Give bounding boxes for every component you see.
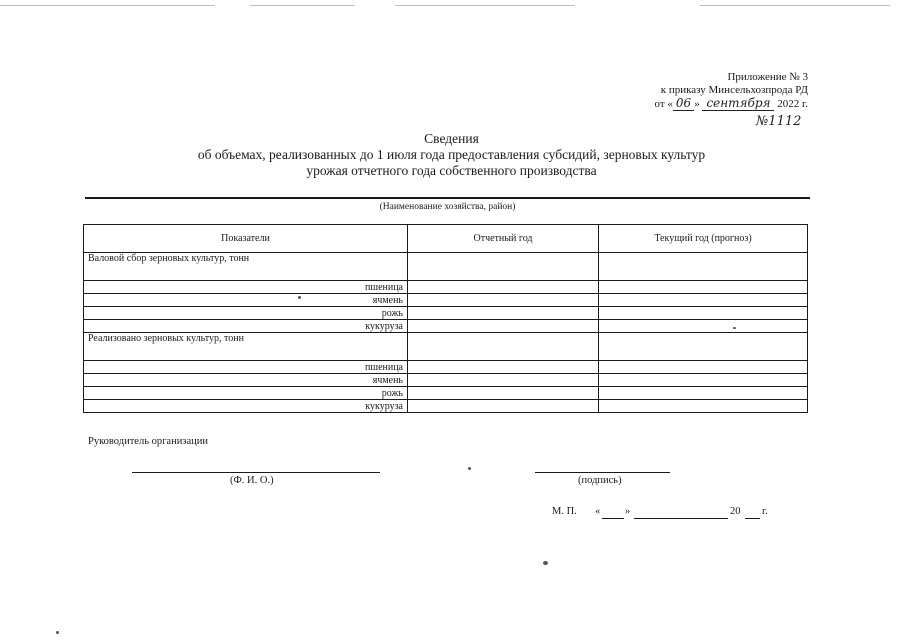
appendix-order-ref: к приказу Минсельхозпрода РД	[660, 84, 808, 96]
value-cell[interactable]	[408, 361, 599, 374]
farm-name-caption: (Наименование хозяйства, район)	[379, 202, 516, 212]
grain-volumes-table	[83, 224, 808, 413]
stamp-label: М. П.	[552, 506, 577, 517]
scan-speck	[468, 467, 471, 470]
appendix-date	[655, 97, 809, 111]
crop-label: пшеница	[84, 361, 408, 374]
scan-speck	[543, 561, 548, 565]
crop-label: рожь	[84, 307, 408, 320]
date-close-quote: »	[625, 506, 631, 517]
value-cell[interactable]	[408, 253, 599, 281]
value-cell[interactable]	[599, 361, 808, 374]
crop-label: кукуруза	[84, 400, 408, 413]
value-cell[interactable]	[599, 333, 808, 361]
scan-edge-line	[700, 5, 890, 6]
document-title: Сведения	[424, 131, 479, 146]
scan-edge-line	[395, 5, 575, 6]
crop-label: рожь	[84, 387, 408, 400]
value-cell[interactable]	[599, 307, 808, 320]
value-cell[interactable]	[408, 307, 599, 320]
header-reporting-year: Отчетный год	[408, 225, 599, 253]
appendix-header	[655, 71, 809, 111]
value-cell[interactable]	[599, 387, 808, 400]
date-day-line[interactable]	[602, 518, 624, 519]
table-row	[84, 333, 808, 361]
crop-label: кукуруза	[84, 320, 408, 333]
value-cell[interactable]	[599, 320, 808, 333]
date-open-quote: «	[595, 506, 601, 517]
section-label-gross-harvest: Валовой сбор зерновых культур, тонн	[84, 253, 408, 281]
date-year-suffix: г.	[762, 506, 768, 517]
table-row	[84, 361, 808, 374]
handwritten-day: 06	[673, 97, 694, 111]
crop-label: ячмень	[84, 374, 408, 387]
crop-label: пшеница	[84, 281, 408, 294]
value-cell[interactable]	[408, 387, 599, 400]
value-cell[interactable]	[599, 400, 808, 413]
date-year-prefix: 20	[730, 506, 741, 517]
value-cell[interactable]	[408, 374, 599, 387]
date-mid: »	[694, 98, 700, 110]
value-cell[interactable]	[599, 374, 808, 387]
table-row	[84, 320, 808, 333]
appendix-title: Приложение № 3	[727, 71, 808, 83]
value-cell[interactable]	[599, 294, 808, 307]
farm-name-line[interactable]	[85, 197, 810, 199]
scan-edge-line	[0, 5, 215, 6]
value-cell[interactable]	[599, 281, 808, 294]
date-year-line[interactable]	[745, 518, 760, 519]
table-header-row	[84, 225, 808, 253]
section-label-sold: Реализовано зерновых культур, тонн	[84, 333, 408, 361]
table-row	[84, 387, 808, 400]
scan-edge-line	[250, 5, 355, 6]
signature-line[interactable]	[535, 472, 670, 473]
head-of-organization-label: Руководитель организации	[88, 436, 208, 447]
table-row	[84, 374, 808, 387]
header-current-year: Текущий год (прогноз)	[599, 225, 808, 253]
table-row	[84, 281, 808, 294]
header-indicators: Показатели	[84, 225, 408, 253]
value-cell[interactable]	[408, 320, 599, 333]
value-cell[interactable]	[408, 400, 599, 413]
fio-line[interactable]	[132, 472, 380, 473]
date-prefix: от «	[654, 98, 673, 110]
crop-label: ячмень	[84, 294, 408, 307]
document-subtitle-line2: урожая отчетного года собственного производства	[306, 163, 597, 178]
date-month-line[interactable]	[634, 518, 728, 519]
signature-caption: (подпись)	[578, 475, 622, 486]
value-cell[interactable]	[408, 281, 599, 294]
scan-speck	[56, 631, 59, 634]
table-row	[84, 400, 808, 413]
date-suffix: 2022 г.	[777, 98, 808, 110]
scan-speck	[298, 296, 301, 299]
fio-caption: (Ф. И. О.)	[230, 475, 274, 486]
scan-speck	[733, 327, 736, 329]
handwritten-month: сентября	[702, 97, 774, 111]
value-cell[interactable]	[408, 294, 599, 307]
table-row	[84, 253, 808, 281]
table-row	[84, 307, 808, 320]
document-subtitle-line1: об объемах, реализованных до 1 июля года предоставления субсидий, зерновых культур	[197, 147, 706, 162]
table-row	[84, 294, 808, 307]
handwritten-order-number: №1112	[756, 114, 802, 129]
value-cell[interactable]	[408, 333, 599, 361]
value-cell[interactable]	[599, 253, 808, 281]
